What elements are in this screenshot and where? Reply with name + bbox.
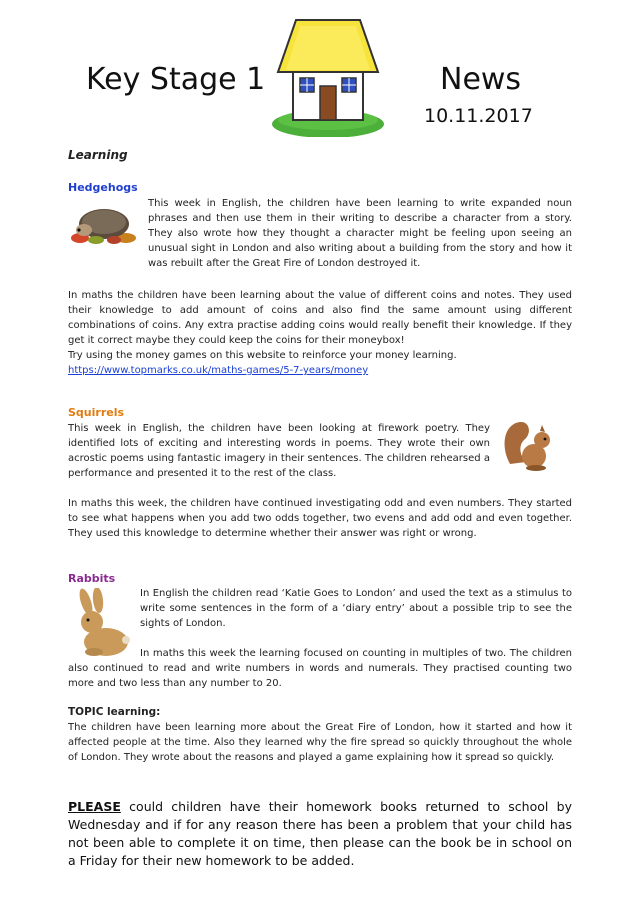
issue-date: 10.11.2017	[424, 105, 533, 127]
squirrels-english-text: This week in English, the children have been looking at firework poetry. They identified lots of exciting and interesting words in poems. They wrote their own acrostic poems using fantastic imagery in their sentences. The children rehearsed a performance and presented it to the rest of the class.	[68, 423, 490, 479]
title-left: Key Stage 1	[86, 62, 266, 97]
rabbits-english-paragraph	[140, 586, 572, 631]
hedgehog-illustration	[68, 200, 138, 246]
hedgehogs-try-text: Try using the money games on this website to reinforce your money learning.	[68, 350, 457, 361]
hedgehogs-heading: Hedgehogs	[68, 181, 138, 194]
learning-heading: Learning	[68, 148, 128, 162]
rabbits-maths-text: In maths this week the learning focused on counting in multiples of two. The children also continued to read and write numbers in words and numerals. They practised counting two more and two less than any number to 20.	[68, 648, 572, 689]
money-games-link[interactable]: https://www.topmarks.co.uk/maths-games/5-7-years/money	[68, 365, 369, 376]
hedgehogs-english-text: This week in English, the children have been learning to write expanded noun phrases and then use them in their writing to describe a character from a story. They also wrote how they thought a character might be feeling upon seeing an unusual sight in London and also writing about a building from the story and how it was rebuilt after the Great Fire of London destroyed it.	[148, 198, 572, 269]
squirrels-heading: Squirrels	[68, 406, 125, 419]
rabbits-english-text: In English the children read ‘Katie Goes to London’ and used the text as a stimulus to write some sentences in the form of a ‘diary entry’ about a possible trip to see the sights of London.	[140, 588, 572, 629]
squirrel-illustration	[500, 416, 558, 472]
rabbits-maths-paragraph	[68, 646, 572, 691]
house-illustration	[268, 12, 388, 137]
topic-paragraph	[68, 720, 572, 765]
homework-notice	[68, 798, 572, 870]
squirrels-maths-text: In maths this week, the children have continued investigating odd and even numbers. They started to see what happens when you add two odds together, two evens and add odd and even together. They used this knowledge to determine whether their answer was right or wrong.	[68, 498, 572, 539]
title-right: News	[440, 62, 522, 97]
topic-heading: TOPIC learning:	[68, 706, 161, 718]
notice-text: could children have their homework books returned to school by Wednesday and if for any reason there has been a problem that your child has not been able to complete it on time, then please can the book be in school on a Friday for their new homework to be added.	[68, 799, 572, 868]
topic-text: The children have been learning more about the Great Fire of London, how it started and how it affected people at the time. Also they learned why the fire spread so quickly throughout the whole of London. They wrote about the reasons and played a game explaining how it spread so quickly.	[68, 722, 572, 763]
hedgehogs-english-paragraph	[148, 196, 572, 271]
hedgehogs-maths-text: In maths the children have been learning about the value of different coins and notes. They used their knowledge to add amount of coins and also find the same amount using different combinations of coins. Any extra practise adding coins would really benefit their knowledge. If they get it correct maybe they could keep the coins for their moneybox!	[68, 290, 572, 346]
hedgehogs-maths-paragraph	[68, 288, 572, 378]
rabbits-heading: Rabbits	[68, 572, 116, 585]
notice-emphasis: PLEASE	[68, 799, 121, 814]
squirrels-maths-paragraph	[68, 496, 572, 541]
squirrels-english-paragraph	[68, 421, 490, 481]
